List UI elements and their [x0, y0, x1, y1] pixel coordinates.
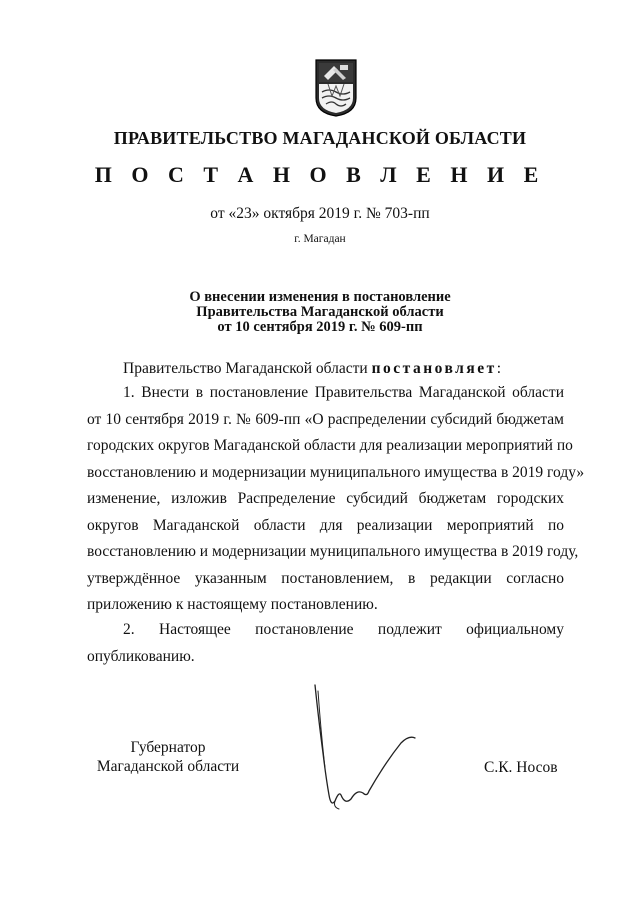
paragraph-line: опубликованию.	[87, 647, 195, 665]
paragraph-line: от 10 сентября 2019 г. № 609-пп «О распределении субсидий бюджетам	[87, 410, 564, 428]
organization-title: ПРАВИТЕЛЬСТВО МАГАДАНСКОЙ ОБЛАСТИ	[113, 128, 527, 148]
signatory-position	[88, 738, 248, 776]
paragraph-line: округов Магаданской области для реализации мероприятий по	[87, 516, 564, 534]
item-1-paragraph	[87, 380, 585, 619]
subject-line: Правительства Магаданской области	[196, 304, 444, 320]
subject-line: О внесении изменения в постановление	[189, 289, 451, 305]
paragraph-line: изменение, изложив Распределение субсидий бюджетам городских	[87, 490, 564, 507]
paragraph-line: восстановлению и модернизации муниципального имущества в 2019 году,	[87, 543, 579, 560]
preamble-colon: :	[496, 360, 502, 377]
position-line: Губернатор	[130, 739, 206, 756]
preamble-paragraph	[87, 356, 564, 383]
paragraph-line: приложению к настоящему постановлению.	[87, 596, 378, 613]
position-line: Магаданской области	[96, 758, 240, 775]
coat-of-arms-icon	[314, 58, 358, 118]
paragraph-line: 1. Внести в постановление Правительства Магаданской области	[123, 384, 564, 401]
signatory-name: С.К. Носов	[484, 759, 558, 776]
document-date-number: от «23» октября 2019 г. № 703-пп	[210, 205, 430, 222]
paragraph-line: 2. Настоящее постановление подлежит официальному	[123, 621, 564, 638]
subject-line: от 10 сентября 2019 г. № 609-пп	[217, 319, 423, 335]
paragraph-line: утверждённое указанным постановлением, в редакции согласно	[87, 569, 564, 587]
paragraph-line: городских округов Магаданской области для реализации мероприятий по	[87, 437, 573, 454]
document-type: П О С Т А Н О В Л Е Н И Е	[94, 162, 546, 187]
item-2-paragraph	[87, 617, 564, 670]
preamble-text: Правительство Магаданской области	[123, 360, 372, 377]
document-city: г. Магадан	[294, 233, 346, 245]
document-subject	[0, 290, 640, 335]
handwritten-signature	[305, 683, 430, 818]
paragraph-line: восстановлению и модернизации муниципального имущества в 2019 году»	[87, 463, 585, 481]
preamble-resolves: постановляет	[371, 360, 497, 377]
